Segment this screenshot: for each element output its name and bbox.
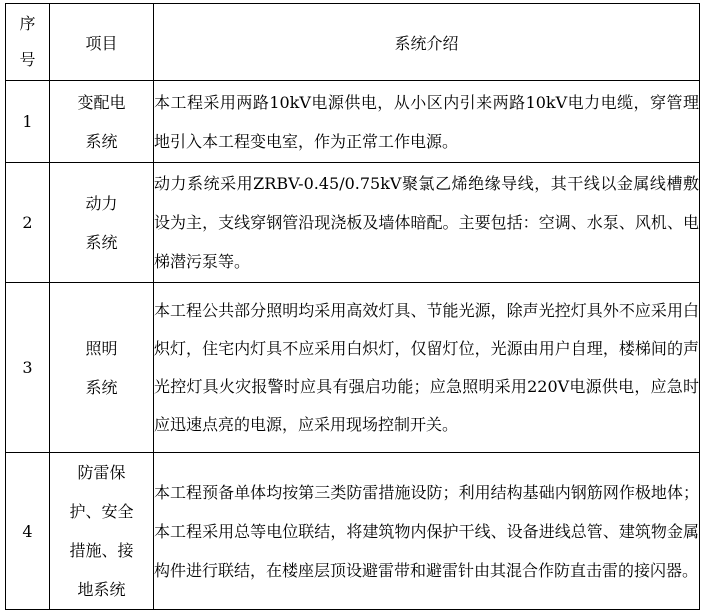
row-description: 本工程采用两路10kV电源供电，从小区内引来两路10kV电力电缆，穿管理地引入本工程变电室，作为正常工作电源。 [154,81,700,163]
row-item-line: 措施、接 [69,541,134,560]
system-table [5,3,700,610]
header-intro: 系统介绍 [154,4,700,81]
row-description: 本工程公共部分照明均采用高效灯具、节能光源，除声光控灯具外不应采用白炽灯，住宅内灯具不应采用白炽灯，仅留灯位，光源由用户自理，楼梯间的声光控灯具火灾报警时应具有强启功能；应急照明采用220V电源供电，应急时应迅速点亮的电源，应采用现场控制开关。 [154,283,700,453]
header-row [6,4,700,81]
row-description: 动力系统采用ZRBV-0.45/0.75kV聚氯乙烯绝缘导线，其干线以金属线槽敷设为主，支线穿钢管沿现浇板及墙体暗配。主要包括：空调、水泵、风机、电梯潜污泵等。 [154,163,700,283]
row-index: 4 [6,453,50,610]
row-item-line: 护、安全 [69,502,134,521]
header-index-line1: 序 [19,14,36,33]
header-index [6,4,50,81]
table-row [6,453,700,610]
row-item [50,163,154,283]
row-item-line: 系统 [85,232,118,252]
row-item-line: 变配电 [77,92,126,112]
header-item: 项目 [50,4,154,81]
table-row [6,81,700,163]
row-item [50,283,154,453]
row-index: 3 [6,283,50,453]
row-item-line: 系统 [85,377,118,397]
row-item [50,453,154,610]
row-item-line: 地系统 [77,580,126,599]
row-item-line: 照明 [85,338,118,358]
table-row [6,163,700,283]
row-index: 2 [6,163,50,283]
table-row [6,283,700,453]
row-item [50,81,154,163]
row-item-line: 防雷保 [77,463,126,482]
row-description: 本工程预备单体均按第三类防雷措施设防；利用结构基础内钢筋网作极地体；本工程采用总等电位联结，将建筑物内保护干线、设备进线总管、建筑物金属构件进行联结，在楼座层顶设避雷带和避雷针由其混合作防直击雷的接闪器。 [154,453,700,610]
header-index-line2: 号 [19,50,36,69]
row-item-line: 动力 [85,193,118,213]
row-item-line: 系统 [85,131,118,151]
row-index: 1 [6,81,50,163]
